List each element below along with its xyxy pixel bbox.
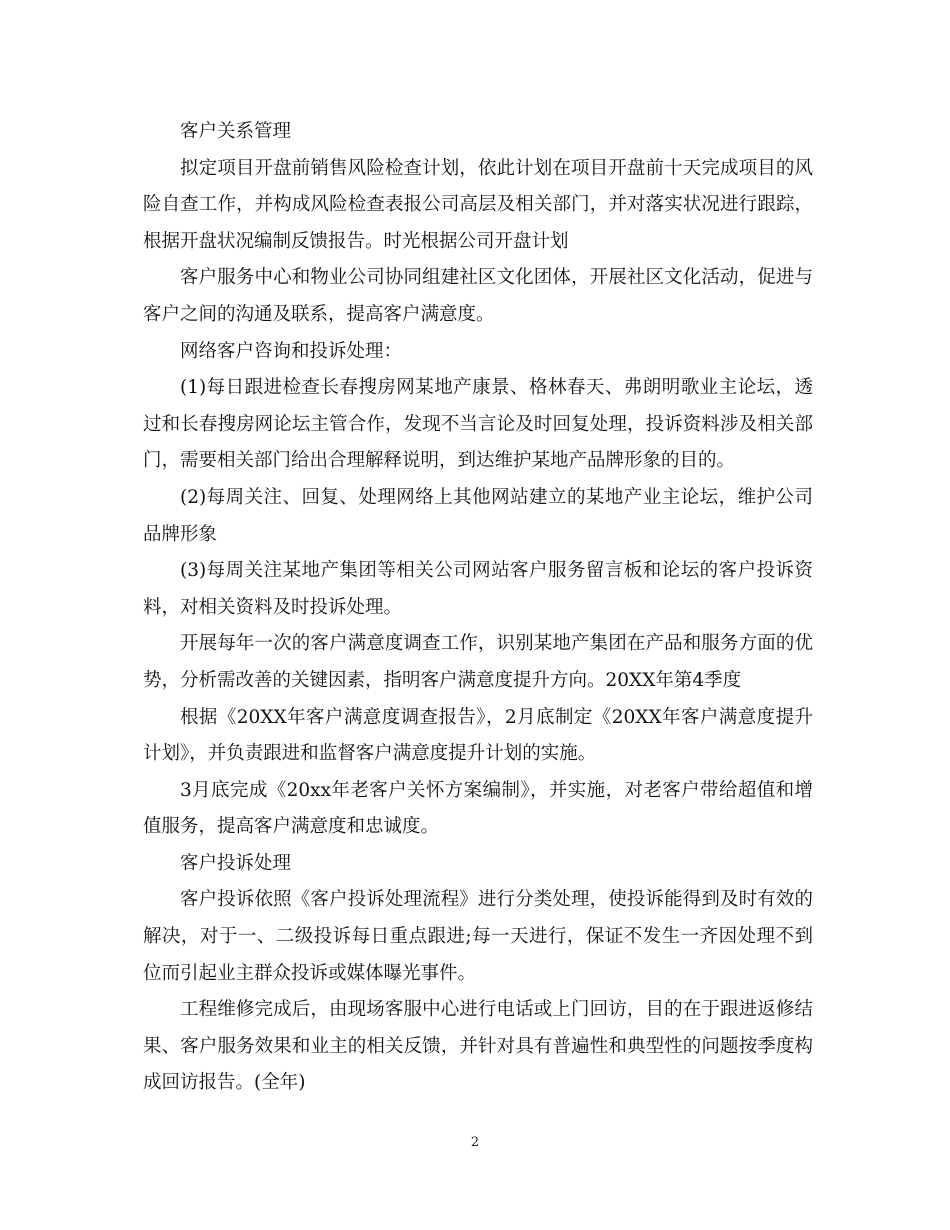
paragraph: 工程维修完成后，由现场客服中心进行电话或上门回访，目的在于跟进返修结果、客户服务效果和业主的相关反馈，并针对具有普遍性和典型性的问题按季度构成回访报告。(全年) [143,999,813,1094]
paragraph: 客户服务中心和物业公司协同组建社区文化团体，开展社区文化活动，促进与客户之间的沟通及联系，提高客户满意度。 [143,267,813,325]
heading-online-inquiries: 网络客户咨询和投诉处理： [180,340,403,362]
paragraph: 根据《20XX年客户满意度调查报告》，2月底制定《20XX年客户满意度提升计划》，并负责跟进和监督客户满意度提升计划的实施。 [143,706,813,765]
heading-complaint-handling: 客户投诉处理 [180,852,292,874]
paragraph: 开展每年一次的客户满意度调查工作，识别某地产集团在产品和服务方面的优势，分析需改善的关键因素，指明客户满意度提升方向。20XX年第4季度 [143,633,813,691]
page-number: 2 [470,1135,480,1150]
list-item: (2)每周关注、回复、处理网络上其他网站建立的某地产业主论坛，维护公司品牌形象 [143,486,813,545]
paragraph: 拟定项目开盘前销售风险检查计划，依此计划在项目开盘前十天完成项目的风险自查工作，并构成风险检查表报公司高层及相关部门，并对落实状况进行跟踪，根据开盘状况编制反馈报告。时光根据公司开盘计划 [143,157,813,252]
document-body [143,114,813,1102]
paragraph: 客户投诉依照《客户投诉处理流程》进行分类处理，使投诉能得到及时有效的解决，对于一、二级投诉每日重点跟进;每一天进行，保证不发生一齐因处理不到位而引起业主群众投诉或媒体曝光事件。 [143,889,813,984]
list-item: (1)每日跟进检查长春搜房网某地产康景、格林春天、弗朗明歌业主论坛，透过和长春搜房网论坛主管合作，发现不当言论及时回复处理，投诉资料涉及相关部门，需要相关部门给出合理解释说明，到达维护某地产品牌形象的目的。 [143,377,813,472]
paragraph: 3月底完成《20xx年老客户关怀方案编制》，并实施，对老客户带给超值和增值服务，提高客户满意度和忠诚度。 [143,779,813,838]
heading-customer-relations: 客户关系管理 [180,121,292,142]
list-item: (3)每周关注某地产集团等相关公司网站客户服务留言板和论坛的客户投诉资料，对相关资料及时投诉处理。 [143,560,813,618]
